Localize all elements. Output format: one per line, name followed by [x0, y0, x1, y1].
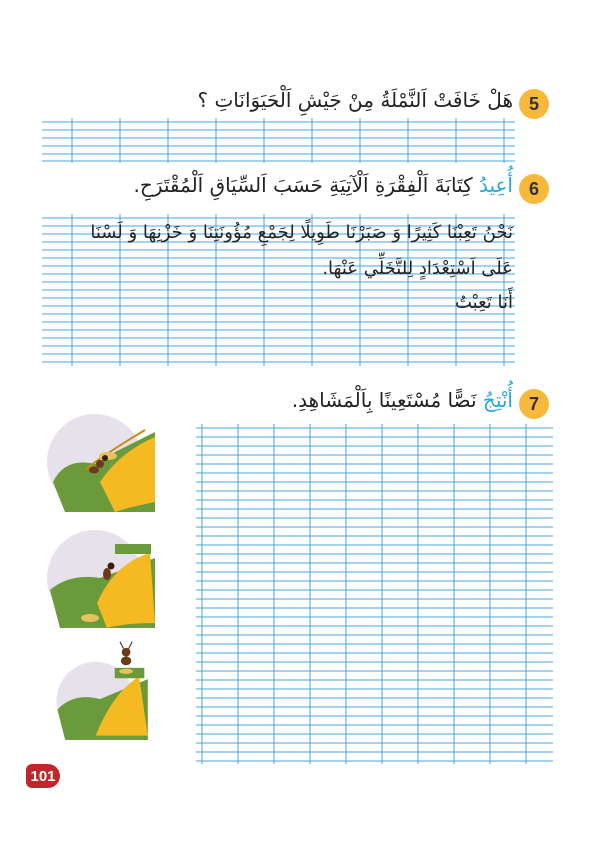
ant-climbing-hill-illustration — [45, 528, 155, 628]
question-5-text: هَلْ خَافَتْ اَلنَّمْلَةُ مِنْ جَيْشِ اَلْحَيَوَانَاتِ ؟ — [197, 88, 513, 112]
question-7-badge: 7 — [519, 389, 549, 419]
writing-lines-q7[interactable] — [196, 424, 553, 764]
paragraph-line-3: أَنَا تَعِبْتُ — [454, 292, 513, 313]
question-5-badge: 5 — [519, 89, 549, 119]
question-6-badge: 6 — [519, 174, 549, 204]
ant-on-hilltop-illustration — [45, 640, 155, 740]
paragraph-line-1: نَحْنُ تَعِبْنَا كَثِيرًا وَ صَبَرْنَا طَوِيلًا لِجَمْعِ مُؤُونَتِنَا وَ خَزْنِهَا وَ لَسْنَا — [90, 222, 513, 243]
question-7-text: أُنْتِجُ نَصًّا مُسْتَعِينًا بِاَلْمَشَاهِدِ. — [291, 388, 513, 412]
writing-lines-q5[interactable] — [42, 118, 515, 163]
question-6-verb: أُعِيدُ — [478, 173, 513, 197]
ant-on-hill-carrying-food-illustration — [45, 412, 155, 512]
question-6-text: أُعِيدُ كِتَابَةَ اَلْفِقْرَةِ اَلْآتِيَةِ حَسَبَ اَلسِّيَاقِ اَلْمُقْتَرَحِ. — [133, 173, 513, 197]
page-number-badge: 101 — [26, 764, 60, 788]
paragraph-line-2: عَلَى اَسْتِعْدَادٍ لِلتَّخَلِّي عَنْهَا. — [322, 258, 513, 279]
question-7-verb: أُنْتِجُ — [482, 388, 513, 412]
